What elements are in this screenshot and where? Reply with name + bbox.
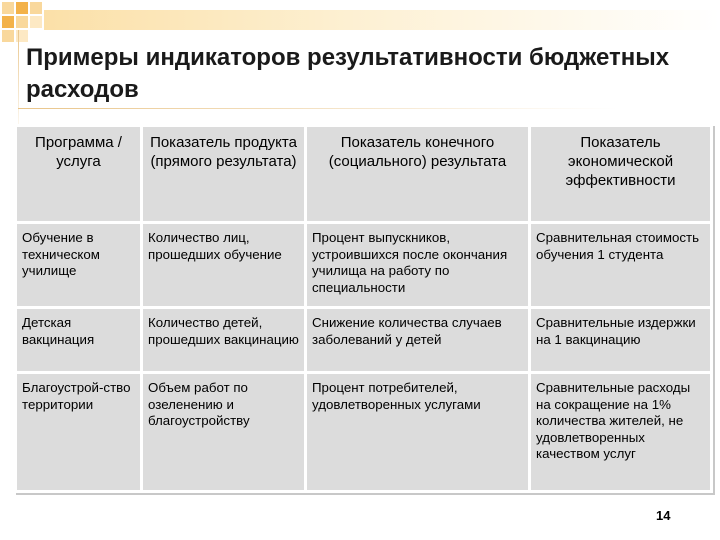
table-cell: Сравнительные расходы на сокращение на 1% количества жителей, не удовлетворенных качеством услуг (530, 373, 712, 492)
table-cell: Количество детей, прошедших вакцинацию (142, 308, 306, 373)
header-efficiency-indicator: Показатель экономической эффективности (530, 126, 712, 223)
table-row (16, 308, 712, 373)
indicators-table (14, 124, 713, 493)
table-header-row (16, 126, 712, 223)
decorative-top-bar (44, 10, 720, 30)
page-number: 14 (656, 508, 671, 523)
table-cell: Сравнительная стоимость обучения 1 студента (530, 223, 712, 308)
decorative-squares-icon (0, 0, 44, 44)
table-cell: Количество лиц, прошедших обучение (142, 223, 306, 308)
table-row (16, 223, 712, 308)
slide-title: Примеры индикаторов результативности бюджетных расходов (26, 44, 670, 103)
header-product-indicator: Показатель продукта (прямого результата) (142, 126, 306, 223)
table-cell: Обучение в техническом училище (16, 223, 142, 308)
table-cell: Сравнительные издержки на 1 вакцинацию (530, 308, 712, 373)
decorative-horizontal-line (18, 108, 618, 109)
table-cell: Объем работ по озеленению и благоустройству (142, 373, 306, 492)
table-cell: Процент выпускников, устроившихся после окончания училища на работу по специальности (306, 223, 530, 308)
header-program: Программа / услуга (16, 126, 142, 223)
table-cell: Благоустрой-ство территории (16, 373, 142, 492)
table-cell: Процент потребителей, удовлетворенных услугами (306, 373, 530, 492)
header-outcome-indicator: Показатель конечного (социального) результата (306, 126, 530, 223)
table-cell: Снижение количества случаев заболеваний у детей (306, 308, 530, 373)
table-cell: Детская вакцинация (16, 308, 142, 373)
table-row (16, 373, 712, 492)
